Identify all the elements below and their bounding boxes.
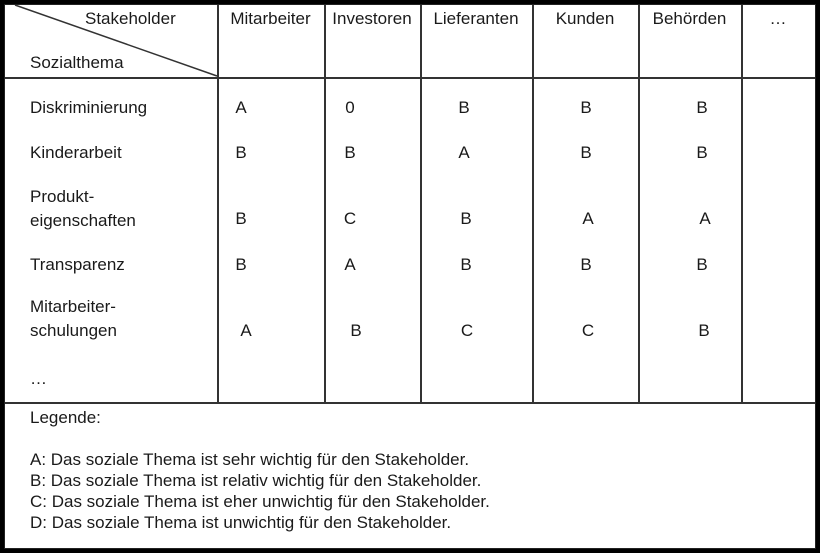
corner-sozialthema-label: Sozialthema	[30, 53, 124, 72]
table-cell: B	[458, 98, 470, 117]
row-label-produkteigenschaften: Produkt- eigenschaften	[30, 187, 136, 230]
table-cell: 0	[345, 98, 355, 117]
table-cell: C	[460, 321, 474, 340]
column-header-lieferanten: Lieferanten	[433, 9, 519, 28]
table-cell: B	[580, 255, 592, 274]
table-cell: B	[696, 255, 708, 274]
column-divider	[324, 5, 326, 403]
table-cell: C	[581, 321, 595, 340]
legend-divider	[5, 402, 815, 404]
row-label-kinderarbeit: Kinderarbeit	[30, 143, 122, 162]
column-header-behoerden: Behörden	[652, 9, 727, 28]
table-cell: C	[343, 209, 357, 228]
legend	[30, 407, 490, 533]
row-label-mitarbeiterschulungen: Mitarbeiter- schulungen	[30, 297, 117, 340]
table-cell: B	[235, 255, 247, 274]
table-cell: B	[696, 98, 708, 117]
table-cell: A	[344, 255, 356, 274]
table-cell: B	[460, 255, 472, 274]
legend-item-c: C: Das soziale Thema ist eher unwichtig für den Stakeholder.	[30, 492, 490, 511]
table-cell: A	[699, 209, 711, 228]
table-cell: B	[460, 209, 472, 228]
column-header-kunden: Kunden	[555, 9, 615, 28]
table-cell: B	[235, 209, 247, 228]
legend-item-a: A: Das soziale Thema ist sehr wichtig für den Stakeholder.	[30, 450, 470, 469]
table-cell: A	[458, 143, 470, 162]
table-cell: A	[235, 98, 247, 117]
column-divider	[638, 5, 640, 403]
column-header-more: …	[769, 9, 787, 28]
table-cell: B	[698, 321, 710, 340]
legend-item-d: D: Das soziale Thema ist unwichtig für den Stakeholder.	[30, 513, 452, 532]
column-header-mitarbeiter: Mitarbeiter	[230, 9, 311, 28]
column-divider	[217, 5, 219, 403]
table-cell: B	[580, 98, 592, 117]
legend-item-b: B: Das soziale Thema ist relativ wichtig für den Stakeholder.	[30, 471, 482, 490]
table-cell: B	[696, 143, 708, 162]
table-cell: B	[580, 143, 592, 162]
table-cell: A	[582, 209, 594, 228]
table-cell: B	[350, 321, 362, 340]
column-divider	[741, 5, 743, 403]
header-divider	[5, 77, 815, 79]
corner-stakeholder-label: Stakeholder	[85, 9, 176, 28]
legend-title: Legende:	[30, 408, 101, 427]
row-label-transparenz: Transparenz	[30, 255, 125, 274]
table-cell: A	[240, 321, 252, 340]
row-label-diskriminierung: Diskriminierung	[30, 98, 148, 117]
column-divider	[420, 5, 422, 403]
table-cell: B	[344, 143, 356, 162]
column-divider	[532, 5, 534, 403]
row-label-more: …	[30, 369, 47, 388]
stakeholder-matrix-table	[4, 4, 816, 549]
column-header-investoren: Investoren	[332, 9, 412, 28]
table-cell: B	[235, 143, 247, 162]
